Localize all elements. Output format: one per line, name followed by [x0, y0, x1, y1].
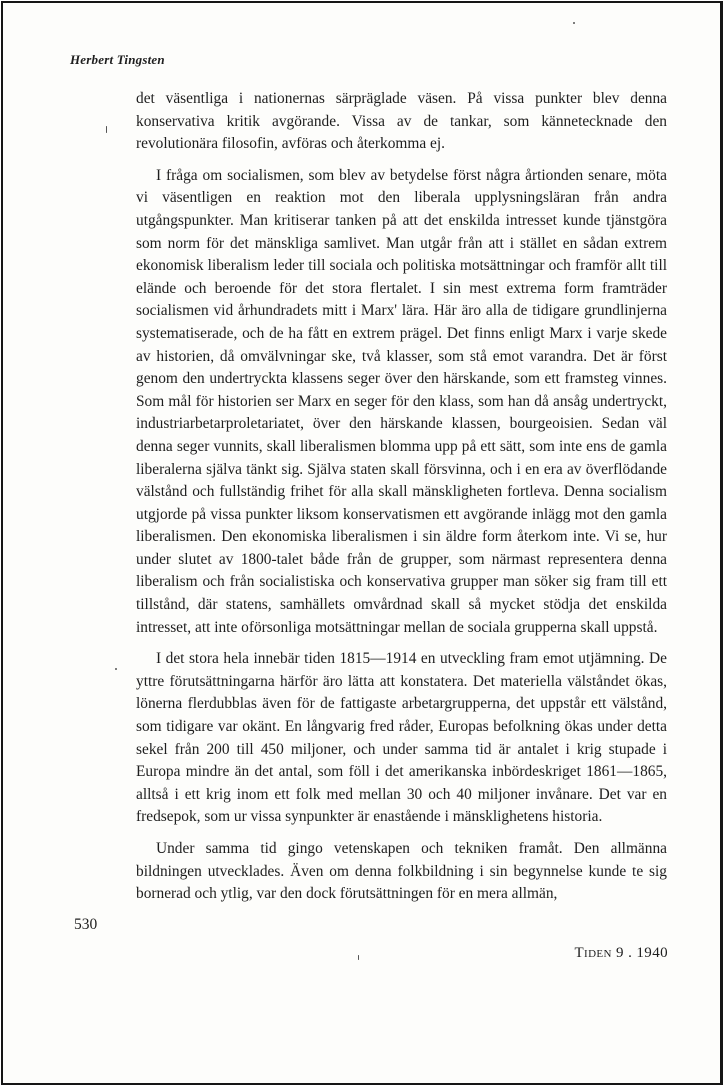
journal-name: Tiden — [574, 945, 612, 961]
journal-issue: 9 . 1940 — [616, 945, 668, 961]
paragraph-3: I det stora hela innebär tiden 1815—1914 en utveckling fram emot utjämning. De yttre förutsättningarna härför äro lätta att konstatera. Det materiella välståndet ökas, lönerna flerdubblas även för de fattigaste arbetargrupperna, det uppstår ett välstånd, som tidigare var okänt. En långvarig fred råder, Europas befolkning ökas under detta sekel från 200 till 450 miljoner, och under samma tid är antalet i krig stupade i Europa mindre än det antal, som föll i det amerikanska inbördeskriget 1861—1865, alltså i ett krig inom ett folk med mellan 30 och 40 miljoner invånare. Det var en fredsepok, som ur vissa synpunkter är enastående i mänsklighetens historia. — [136, 650, 667, 826]
paragraph-4: Under samma tid gingo vetenskapen och tekniken framåt. Den allmänna bildningen utvecklades. Även om denna folkbildning i sin begynnelse kunde te sig bornerad och ytlig, var den dock förutsättningen för en mera allmän, — [136, 840, 667, 903]
paragraph-2: I fråga om socialismen, som blev av betydelse först några årtionden senare, möta vi väsentligen en reaktion mot den liberala upplysningsläran från andra utgångspunkter. Man kritiserar tanken på att det enskilda intresset kunde tjänstgöra som norm för det mänskliga samlivet. Man utgår från att i stället en sådan extrem ekonomisk liberalism leder till sociala och politiska motsättningar och framför allt till elände och beroende för det stora flertalet. I sin mest extrema form framträder socialismen vid århundradets mitt i Marx' lära. Här äro alla de tidigare grundlinjerna systematiserade, och de ha fått en extrem prägel. Det finns enligt Marx i varje skede av historien, då omvälvningar ske, två klasser, som stå emot varandra. Det är först genom den undertryckta klassens seger över den härskande, som ett framsteg vinnes. Som mål för historien ser Marx en seger för den klass, som han då ansåg undertryckt, industriarbetarproletariatet, över den härskande klassen, bourgeoisien. Sedan väl denna seger vunnits, skall liberalismen blomma upp på ett sätt, som inte ens de gamla liberalerna själva tänkt sig. Själva staten skall försvinna, och i en era av överflödande välstånd och fullständig frihet för alla skall mänskligheten fortleva. Denna socialism utgjorde på vissa punkter liksom konservatismen ett avgörande inlägg mot den gamla liberalismen. Den ekonomiska liberalismen i sin äldre form återkom inte. Vi se, hur under slutet av 1800-talet både från de grupper, som närmast representera denna liberalism och från socialistiska och konservativa grupper man söker sig fram till ett tillstånd, där statens, samhällets omvårdnad skall så mycket stödja det enskilda intresset, att inte oförsonliga motsättningar mellan de sociala grupperna skall uppstå. — [136, 166, 667, 636]
page-number: 530 — [74, 916, 98, 933]
print-speck — [573, 22, 575, 24]
print-speck — [358, 955, 359, 960]
article-body — [136, 88, 667, 915]
paragraph-1: det väsentliga i nationernas särpräglade väsen. På vissa punkter blev denna konservativa kritik avgörande. Vissa av de tankar, som kännetecknade den revolutionära filosofin, avföras och återkomma ej. — [136, 90, 667, 153]
journal-imprint — [574, 945, 668, 962]
running-head-author: Herbert Tingsten — [70, 52, 165, 67]
print-speck — [106, 126, 107, 133]
print-speck — [115, 668, 117, 670]
